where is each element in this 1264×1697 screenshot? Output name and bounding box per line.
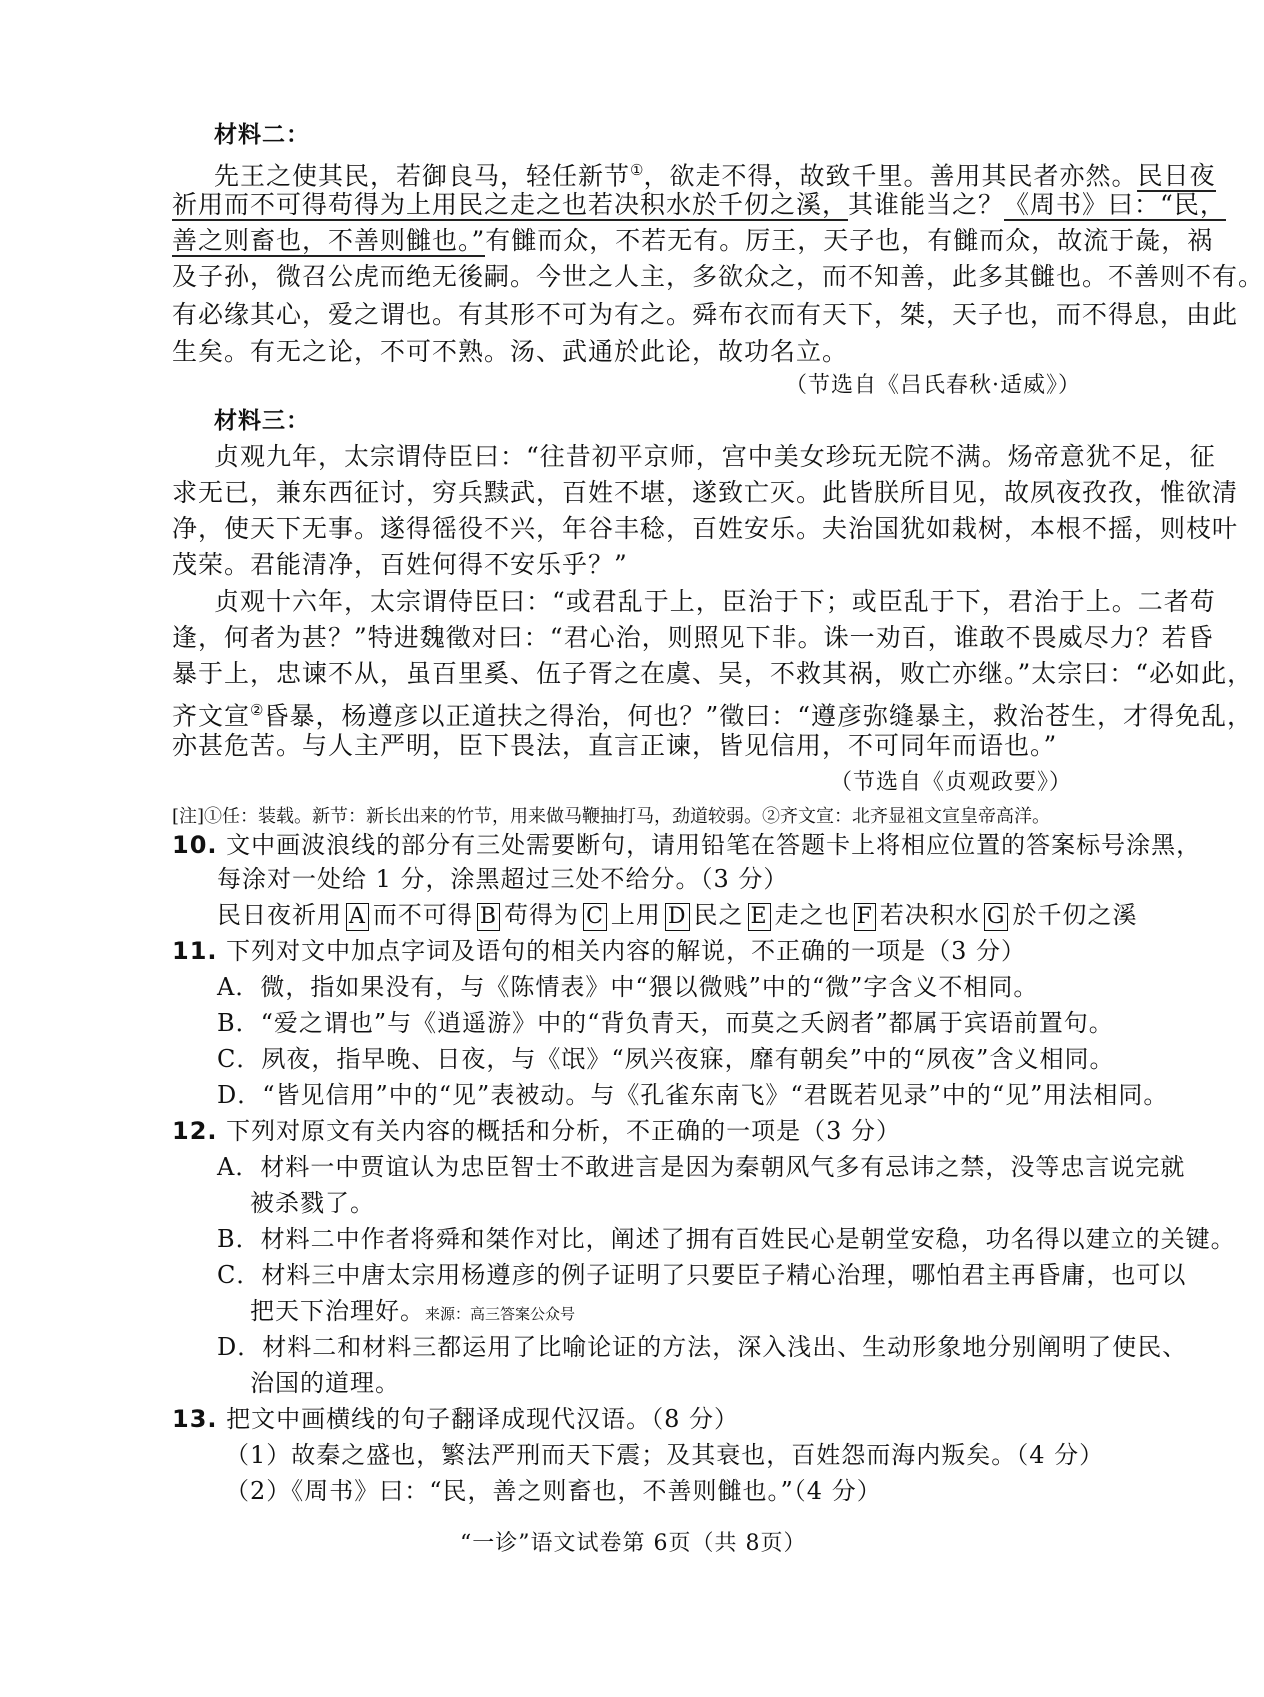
page-footer: “一诊”语文试卷第 6页（共 8页） [460, 1531, 807, 1556]
q10-option-g[interactable]: G [984, 903, 1009, 931]
q10-option-b[interactable]: B [477, 903, 500, 931]
q11-number: 11. [172, 937, 218, 965]
q10-segmented-sentence: 民日夜祈用 A 而不可得 B 苟得为 C 上用 D 民之 E 走之也 F 若决积水 G 於千仞之溪 [217, 901, 1138, 929]
q10-line-2: 每涂对一处给 1 分，涂黑超过三处不给分。（3 分） [217, 865, 789, 893]
q12-option-a-line-1[interactable]: A．材料一中贾谊认为忠臣智士不敢进言是因为秦朝风气多有忌讳之禁，没等忠言说完就 [217, 1153, 1186, 1181]
q13-stem [172, 1402, 739, 1436]
material2-source: （节选自《吕氏春秋·适威》） [785, 373, 1081, 398]
q12-option-c-line-1[interactable]: C．材料三中唐太宗用杨遵彦的例子证明了只要臣子精心治理，哪怕君主再昏庸，也可以 [217, 1261, 1187, 1289]
q12-option-b[interactable]: B．材料二中作者将舜和桀作对比，阐述了拥有百姓民心是朝堂安稳，功名得以建立的关键。 [217, 1225, 1236, 1253]
q10-option-d[interactable]: D [665, 903, 690, 931]
material2-line-5: 有必缘其心，爱之谓也。有其形不可为有之。舜布衣而有天下，桀，天子也，而不得息，由此 [172, 300, 1239, 329]
material2-line-1: 先王之使其民，若御良马，轻任新节①，欲走不得，故致千里。善用其民者亦然。民日夜 [214, 161, 1216, 191]
material3-line-6: 逢，何者为甚？”特进魏徵对曰：“君心治，则照见下非。诛一劝百，谁敢不畏威尽力？若昏 [172, 623, 1214, 652]
q12-option-d-line-2[interactable]: 治国的道理。 [250, 1369, 400, 1397]
watermark-text: 来源：高三答案公众号 [425, 1305, 576, 1323]
q12-option-c-line-2[interactable] [250, 1294, 575, 1331]
q10-option-c[interactable]: C [583, 903, 607, 931]
q10-option-e[interactable]: E [748, 903, 771, 931]
material2-heading: 材料二： [214, 122, 310, 148]
material3-line-1: 贞观九年，太宗谓侍臣曰：“往昔初平京师，宫中美女珍玩无院不满。炀帝意犹不足，征 [214, 442, 1216, 471]
q12-stem-text: 下列对原文有关内容的概括和分析，不正确的一项是（3 分） [226, 1117, 902, 1145]
q10-option-f[interactable]: F [854, 903, 876, 931]
material2-line-4: 及子孙，微召公虎而绝无後嗣。今世之人主，多欲众之，而不知善，此多其雠也。不善则不有。 [172, 262, 1264, 291]
material3-line-2: 求无已，兼东西征讨，穷兵黩武，百姓不堪，遂致亡灭。此皆朕所目见，故夙夜孜孜，惟欲清 [172, 478, 1239, 507]
material3-line-9: 亦甚危苦。与人主严明，臣下畏法，直言正谏，皆见信用，不可同年而语也。” [172, 731, 1058, 760]
q11-stem [172, 934, 1026, 968]
q13-item-1: （1）故秦之盛也，繁法严刑而天下震；及其衰也，百姓怨而海内叛矣。（4 分） [225, 1441, 1105, 1469]
q12-number: 12. [172, 1117, 218, 1145]
q12-option-d-line-1[interactable]: D．材料二和材料三都运用了比喻论证的方法，深入浅出、生动形象地分别阐明了使民、 [217, 1333, 1188, 1361]
material3-line-3: 净，使天下无事。遂得徭役不兴，年谷丰稔，百姓安乐。夫治国犹如栽树，本根不摇，则枝叶 [172, 514, 1239, 543]
material3-line-7: 暴于上，忠谏不从，虽百里奚、伍子胥之在虞、吴，不救其祸，败亡亦继。”太宗曰：“必如此， [172, 659, 1254, 688]
material3-line-4: 茂荣。君能清净，百姓何得不安乐乎？” [172, 550, 628, 579]
material2-line-3: 善之则畜也，不善则雠也。”有雠而众，不若无有。厉王，天子也，有雠而众，故流于彘，祸 [172, 226, 1214, 255]
q10-number: 10. [172, 831, 218, 859]
q10-option-a[interactable]: A [346, 903, 369, 931]
q11-option-d[interactable]: D．“皆见信用”中的“见”表被动。与《孔雀东南飞》“君既若见录”中的“见”用法相同。 [217, 1081, 1169, 1109]
material2-line-2: 祈用而不可得苟得为上用民之走之也若决积水於千仞之溪，其谁能当之？《周书》曰：“民， [172, 190, 1226, 219]
q10-line-1 [172, 828, 1201, 862]
material3-source: （节选自《贞观政要》） [830, 770, 1073, 795]
q12-stem [172, 1114, 901, 1148]
q11-option-c[interactable]: C．夙夜，指早晚、日夜，与《氓》“夙兴夜寐，靡有朝矣”中的“夙夜”含义相同。 [217, 1045, 1115, 1073]
material3-line-8: 齐文宣②昏暴，杨遵彦以正道扶之得治，何也？”徵曰：“遵彦弥缝暴主，救治苍生，才得免乱， [172, 701, 1254, 731]
q10-text-1: 文中画波浪线的部分有三处需要断句，请用铅笔在答题卡上将相应位置的答案标号涂黑， [226, 831, 1202, 859]
q13-item-2: （2）《周书》曰：“民，善之则畜也，不善则雠也。”（4 分） [225, 1477, 882, 1505]
material3-line-5: 贞观十六年，太宗谓侍臣曰：“或君乱于上，臣治于下；或臣乱于下，君治于上。二者苟 [214, 587, 1216, 616]
q12-option-c-text: 把天下治理好。 [250, 1297, 425, 1325]
q11-option-a[interactable]: A．微，指如果没有，与《陈情表》中“猥以微贱”中的“微”字含义不相同。 [217, 973, 1039, 1001]
material2-line-6: 生矣。有无之论，不可不熟。汤、武通於此论，故功名立。 [172, 337, 849, 366]
annotation-note: [注]①任：装载。新节：新长出来的竹节，用来做马鞭抽打马，劲道较弱。②齐文宣：北齐显祖文宣皇帝高洋。 [172, 806, 1051, 827]
q13-stem-text: 把文中画横线的句子翻译成现代汉语。（8 分） [226, 1405, 740, 1433]
material3-heading: 材料三： [214, 408, 310, 434]
q13-number: 13. [172, 1405, 218, 1433]
q12-option-a-line-2[interactable]: 被杀戮了。 [250, 1189, 375, 1217]
q11-stem-text: 下列对文中加点字词及语句的相关内容的解说，不正确的一项是（3 分） [226, 937, 1027, 965]
q11-option-b[interactable]: B．“爱之谓也”与《逍遥游》中的“背负青天，而莫之夭阏者”都属于宾语前置句。 [217, 1009, 1114, 1037]
